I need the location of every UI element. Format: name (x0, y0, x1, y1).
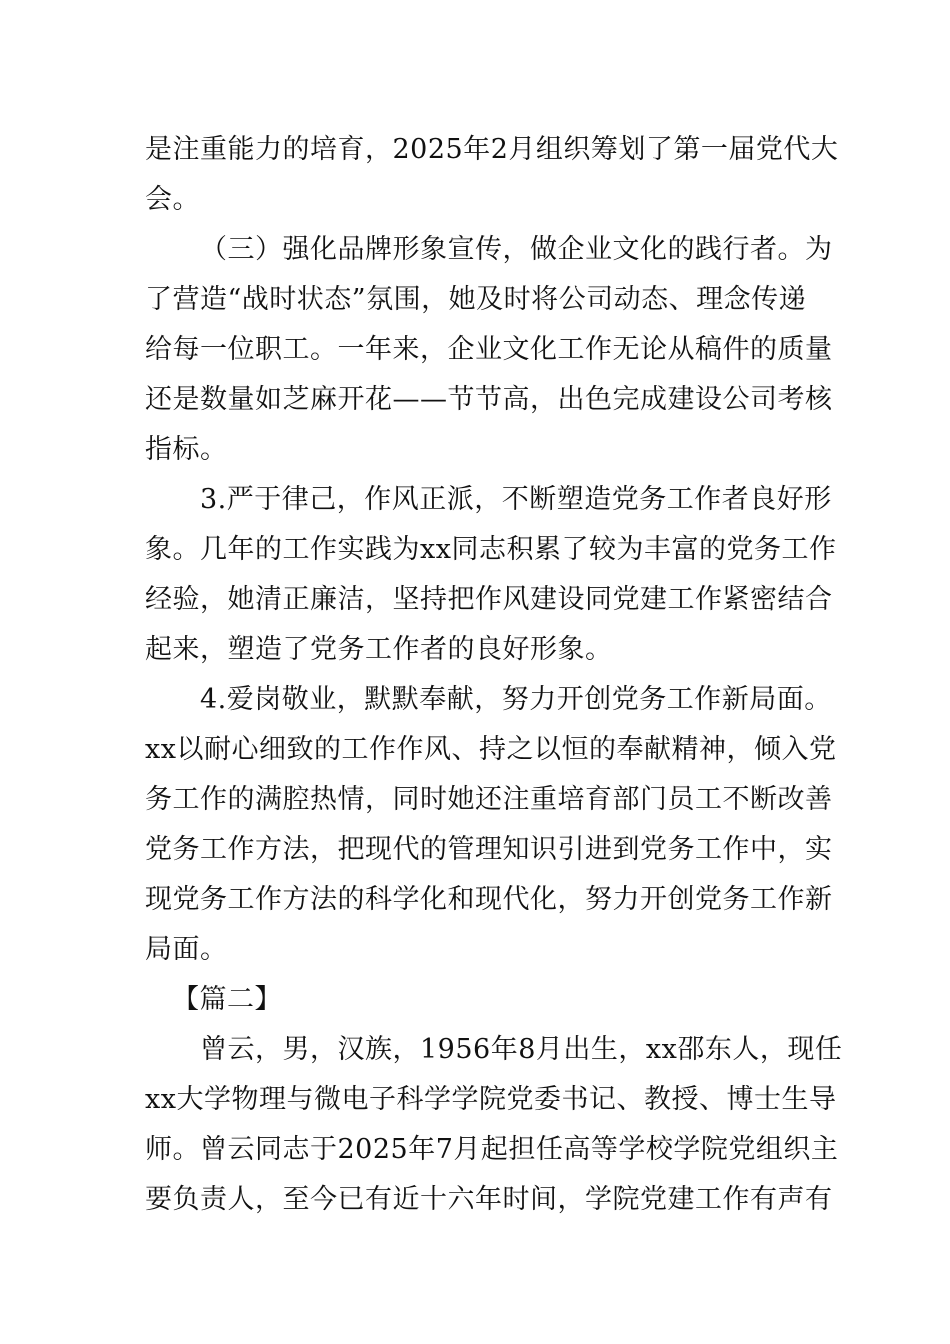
numbered-item-4: 4.爱岗敬业，默默奉献，努力开创党务工作新局面。 (200, 684, 832, 715)
text-line: xx大学物理与微电子科学学院党委书记、教授、博士生导 (145, 1084, 837, 1115)
text-line: 起来，塑造了党务工作者的良好形象。 (145, 634, 613, 665)
text-line: 经验，她清正廉洁，坚持把作风建设同党建工作紧密结合 (145, 584, 833, 615)
text-line: 象。几年的工作实践为xx同志积累了较为丰富的党务工作 (145, 534, 837, 565)
text-line: xx以耐心细致的工作作风、持之以恒的奉献精神，倾入党 (145, 734, 837, 765)
text-line: 曾云，男，汉族，1956年8月出生，xx邵东人，现任 (200, 1034, 843, 1065)
text-line: 是注重能力的培育，2025年2月组织筹划了第一届党代大 (145, 134, 839, 165)
text-line: 指标。 (145, 434, 228, 465)
text-line: 给每一位职工。一年来，企业文化工作无论从稿件的质量 (145, 334, 833, 365)
text-line: 党务工作方法，把现代的管理知识引进到党务工作中，实 (145, 834, 833, 865)
text-line: 局面。 (145, 934, 228, 965)
text-line: 现党务工作方法的科学化和现代化，努力开创党务工作新 (145, 884, 833, 915)
numbered-item-3: 3.严于律己，作风正派，不断塑造党务工作者良好形 (200, 484, 832, 515)
text-line: 要负责人，至今已有近十六年时间，学院党建工作有声有 (145, 1184, 833, 1215)
text-line: 了营造“战时状态”氛围，她及时将公司动态、理念传递 (145, 284, 807, 315)
text-line: 还是数量如芝麻开花——节节高，出色完成建设公司考核 (145, 384, 833, 415)
text-line: 会。 (145, 184, 200, 215)
text-line: 务工作的满腔热情，同时她还注重培育部门员工不断改善 (145, 784, 833, 815)
part-heading: 【篇二】 (172, 984, 282, 1015)
text-line: 师。曾云同志于2025年7月起担任高等学校学院党组织主 (145, 1134, 839, 1165)
section-heading-3: （三）强化品牌形象宣传，做企业文化的践行者。为 (200, 234, 833, 265)
